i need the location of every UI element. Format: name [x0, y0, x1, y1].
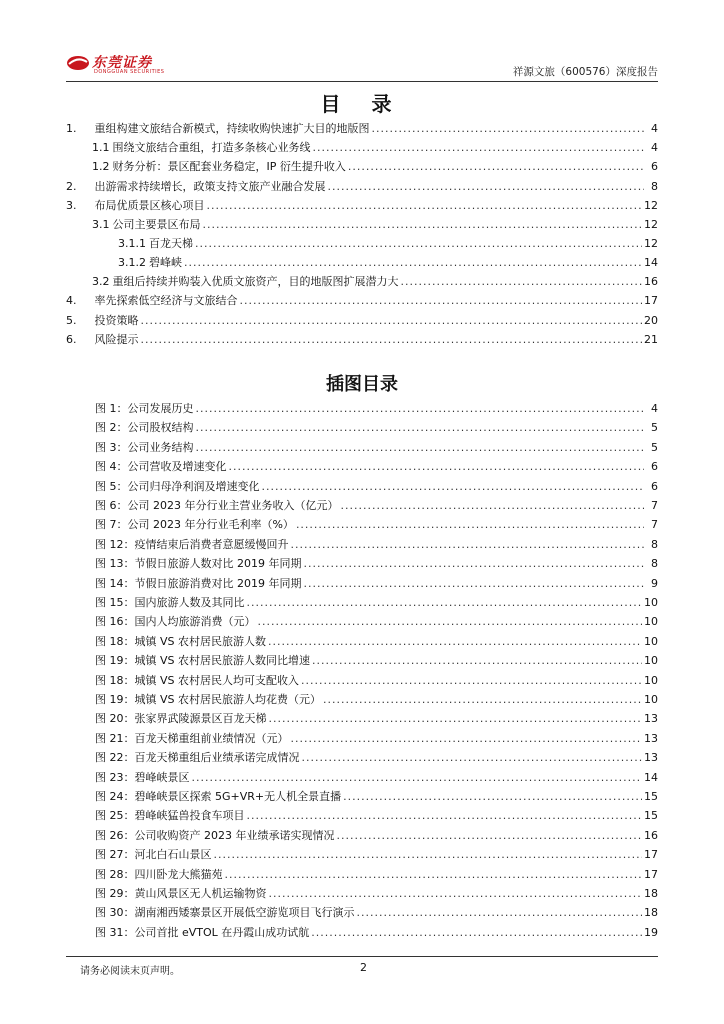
- figure-entry-page: 9: [651, 577, 658, 590]
- figure-leader-dots: [296, 518, 644, 532]
- toc-entry-number: 3.1: [92, 218, 110, 231]
- figure-entry-text: 图 30：湖南湘西矮寨景区开展低空游览项目飞行演示: [95, 906, 355, 919]
- figure-entry[interactable]: [66, 864, 658, 882]
- figure-entry-page: 6: [651, 480, 658, 493]
- figure-entry-page: 13: [644, 732, 658, 745]
- figure-entry-text: 图 1：公司发展历史: [95, 402, 194, 415]
- figure-entry-page: 4: [651, 402, 658, 415]
- figure-leader-dots: [262, 480, 645, 494]
- figure-leader-dots: [336, 829, 642, 843]
- toc-entry-page: 12: [644, 199, 658, 212]
- page-number: 2: [360, 961, 367, 974]
- figure-leader-dots: [269, 887, 643, 901]
- toc-entry-text: 布局优质景区核心项目: [94, 199, 205, 212]
- figure-entry-page: 10: [644, 635, 658, 648]
- toc-entry-text: 财务分析：景区配套业务稳定，IP 衍生提升收入: [112, 160, 346, 173]
- toc-entry-text: 公司主要景区布局: [112, 218, 201, 231]
- figure-entry[interactable]: [66, 767, 658, 785]
- toc-entry-number: 6.: [66, 333, 77, 346]
- figure-entry[interactable]: [66, 514, 658, 532]
- toc-leader-dots: [203, 218, 643, 232]
- page-header: [66, 48, 658, 82]
- figure-entry[interactable]: [66, 437, 658, 455]
- figure-entry-page: 5: [651, 421, 658, 434]
- figure-entry-text: 图 25：碧峰峡猛兽投食车项目: [95, 809, 245, 822]
- figure-entry[interactable]: [66, 708, 658, 726]
- toc-entry-text: 碧峰峡: [149, 256, 182, 269]
- toc-leader-dots: [141, 333, 643, 347]
- toc-entry-page: 12: [644, 218, 658, 231]
- figure-entry-page: 18: [644, 887, 658, 900]
- figure-leader-dots: [340, 499, 644, 513]
- figure-entry-page: 5: [651, 441, 658, 454]
- toc-entry-number: 3.1.1: [118, 237, 146, 250]
- figure-entry[interactable]: [66, 922, 658, 940]
- toc-entry[interactable]: [66, 310, 658, 328]
- figure-leader-dots: [291, 732, 643, 746]
- figure-leader-dots: [196, 402, 645, 416]
- figure-entry-page: 10: [644, 654, 658, 667]
- figure-entry[interactable]: [66, 728, 658, 746]
- toc-entry-number: 1.: [66, 122, 77, 135]
- company-logo: [66, 52, 206, 78]
- header-divider: [66, 81, 658, 82]
- figure-entry-page: 15: [644, 790, 658, 803]
- toc-entry-number: 4.: [66, 294, 77, 307]
- toc-leader-dots: [348, 160, 644, 174]
- toc-entry-number: 3.: [66, 199, 77, 212]
- figure-entry-page: 15: [644, 809, 658, 822]
- figure-entry-page: 7: [651, 518, 658, 531]
- figure-entry-page: 8: [651, 557, 658, 570]
- toc-leader-dots: [328, 180, 645, 194]
- figure-entry-page: 13: [644, 751, 658, 764]
- figure-leader-dots: [269, 712, 643, 726]
- figure-entry-text: 图 3：公司业务结构: [95, 441, 194, 454]
- toc-entry-page: 14: [644, 256, 658, 269]
- toc-entry-page: 16: [644, 275, 658, 288]
- figure-entry-text: 图 4：公司营收及增速变化: [95, 460, 227, 473]
- figure-entry[interactable]: [66, 825, 658, 843]
- figure-entry[interactable]: [66, 902, 658, 920]
- figure-entry-text: 图 28：四川卧龙大熊猫苑: [95, 868, 223, 881]
- figure-entry[interactable]: [66, 883, 658, 901]
- figure-leader-dots: [192, 771, 643, 785]
- figure-entry[interactable]: [66, 573, 658, 591]
- toc-entry-page: 6: [651, 160, 658, 173]
- figure-entry-text: 图 12：疫情结束后消费者意愿缓慢回升: [95, 538, 289, 551]
- figure-entry-page: 10: [644, 693, 658, 706]
- figures-title: 插图目录: [326, 374, 398, 395]
- figure-leader-dots: [247, 809, 643, 823]
- logo-mark-icon: [66, 54, 90, 72]
- figure-entry[interactable]: [66, 786, 658, 804]
- figure-entry-text: 图 18：城镇 VS 农村居民旅游人数: [95, 635, 266, 648]
- figure-entry-text: 图 19：城镇 VS 农村居民旅游人均花费（元）: [95, 693, 321, 706]
- figure-entry-text: 图 31：公司首批 eVTOL 在丹霞山成功试航: [95, 926, 310, 939]
- figure-entry-text: 图 19：城镇 VS 农村居民旅游人数同比增速: [95, 654, 310, 667]
- figure-leader-dots: [323, 693, 642, 707]
- toc-entry-page: 4: [651, 122, 658, 135]
- figure-leader-dots: [229, 460, 645, 474]
- figure-entry[interactable]: [66, 631, 658, 649]
- figure-entry-page: 10: [644, 674, 658, 687]
- figure-entry-page: 19: [644, 926, 658, 939]
- toc-entry[interactable]: [66, 329, 658, 347]
- toc-leader-dots: [240, 294, 643, 308]
- toc-entry-page: 21: [644, 333, 658, 346]
- toc-entry[interactable]: [66, 195, 658, 213]
- toc-entry[interactable]: [66, 271, 658, 289]
- toc-entry-page: 4: [651, 141, 658, 154]
- figure-entry[interactable]: [66, 553, 658, 571]
- figure-entry[interactable]: [66, 398, 658, 416]
- figure-leader-dots: [247, 596, 643, 610]
- toc-entry-text: 率先探索低空经济与文旅结合: [94, 294, 238, 307]
- toc-entry-text: 围绕文旅结合重组，打造多条核心业务线: [112, 141, 311, 154]
- toc-entry-number: 1.1: [92, 141, 110, 154]
- figure-entry-text: 图 29：黄山风景区无人机运输物资: [95, 887, 267, 900]
- toc-entry[interactable]: [66, 118, 658, 136]
- figure-entry-text: 图 16：国内人均旅游消费（元）: [95, 615, 256, 628]
- figure-leader-dots: [303, 557, 644, 571]
- figure-entry[interactable]: [66, 689, 658, 707]
- figure-entry-text: 图 7：公司 2023 年分行业毛利率（%）: [95, 518, 294, 531]
- figure-leader-dots: [311, 926, 642, 940]
- figure-entry[interactable]: [66, 844, 658, 862]
- toc-leader-dots: [372, 122, 645, 136]
- figure-leader-dots: [196, 421, 645, 435]
- figure-entry[interactable]: [66, 534, 658, 552]
- figure-entry-text: 图 5：公司归母净利润及增速变化: [95, 480, 260, 493]
- figure-entry[interactable]: [66, 476, 658, 494]
- figure-leader-dots: [258, 615, 643, 629]
- figure-entry-text: 图 20：张家界武陵源景区百龙天梯: [95, 712, 267, 725]
- toc-entry-number: 1.2: [92, 160, 110, 173]
- toc-entry-text: 出游需求持续增长，政策支持文旅产业融合发展: [94, 180, 326, 193]
- figure-entry[interactable]: [66, 747, 658, 765]
- figure-entry-text: 图 23：碧峰峡景区: [95, 771, 190, 784]
- report-label: 祥源文旅（600576）深度报告: [512, 66, 658, 78]
- figure-entry-text: 图 6：公司 2023 年分行业主营业务收入（亿元）: [95, 499, 339, 512]
- toc-leader-dots: [207, 199, 643, 213]
- figure-entry-page: 13: [644, 712, 658, 725]
- toc-leader-dots: [184, 256, 642, 270]
- figure-leader-dots: [343, 790, 642, 804]
- toc-leader-dots: [195, 237, 642, 251]
- toc-entry-number: 5.: [66, 314, 77, 327]
- toc-title: 目 录: [320, 92, 404, 116]
- figure-leader-dots: [301, 674, 642, 688]
- toc-entry[interactable]: [66, 156, 658, 174]
- toc-entry-number: 3.2: [92, 275, 110, 288]
- toc-entry-text: 百龙天梯: [149, 237, 193, 250]
- figure-entry-text: 图 18：城镇 VS 农村居民人均可支配收入: [95, 674, 299, 687]
- toc-entry-text: 重组构建文旅结合新模式，持续收购快速扩大目的地版图: [94, 122, 370, 135]
- figure-entry[interactable]: [66, 417, 658, 435]
- figure-entry-page: 10: [644, 596, 658, 609]
- toc-entry-page: 17: [644, 294, 658, 307]
- toc-leader-dots: [313, 141, 645, 155]
- toc-entry-number: 2.: [66, 180, 77, 193]
- figure-leader-dots: [268, 635, 642, 649]
- toc-entry-page: 12: [644, 237, 658, 250]
- figure-entry-page: 6: [651, 460, 658, 473]
- toc-entry[interactable]: [66, 233, 658, 251]
- figure-entry[interactable]: [66, 456, 658, 474]
- toc-entry[interactable]: [66, 176, 658, 194]
- figure-entry-page: 8: [651, 538, 658, 551]
- figure-entry-text: 图 13：节假日旅游人数对比 2019 年同期: [95, 557, 302, 570]
- figure-entry-page: 17: [644, 848, 658, 861]
- toc-entry-text: 投资策略: [94, 314, 139, 327]
- toc-entry[interactable]: [66, 252, 658, 270]
- toc-leader-dots: [141, 314, 643, 328]
- figure-entry[interactable]: [66, 650, 658, 668]
- figure-leader-dots: [214, 848, 643, 862]
- figure-leader-dots: [291, 538, 645, 552]
- figure-entry-text: 图 14：节假日旅游消费对比 2019 年同期: [95, 577, 302, 590]
- figure-entry[interactable]: [66, 592, 658, 610]
- figure-entry-page: 10: [644, 615, 658, 628]
- figure-entry-text: 图 22：百龙天梯重组后业绩承诺完成情况: [95, 751, 300, 764]
- figure-entry[interactable]: [66, 495, 658, 513]
- footer-note: 请务必阅读末页声明。: [80, 966, 180, 977]
- figure-entry-page: 17: [644, 868, 658, 881]
- figure-leader-dots: [302, 751, 643, 765]
- toc-entry-text: 重组后持续并购装入优质文旅资产，目的地版图扩展潜力大: [112, 275, 399, 288]
- logo-text: 东莞证券: [92, 55, 152, 71]
- figure-entry-page: 7: [651, 499, 658, 512]
- figure-leader-dots: [196, 441, 645, 455]
- figure-entry-text: 图 24：碧峰峡景区探索 5G+VR+无人机全景直播: [95, 790, 342, 803]
- figure-entry-text: 图 15：国内旅游人数及其同比: [95, 596, 245, 609]
- figure-entry-page: 14: [644, 771, 658, 784]
- figure-leader-dots: [303, 577, 644, 591]
- figure-entry-text: 图 26：公司收购资产 2023 年业绩承诺实现情况: [95, 829, 335, 842]
- figure-entry-text: 图 2：公司股权结构: [95, 421, 194, 434]
- figure-leader-dots: [225, 868, 643, 882]
- figure-leader-dots: [312, 654, 642, 668]
- figure-entry[interactable]: [66, 611, 658, 629]
- figure-entry[interactable]: [66, 805, 658, 823]
- figure-entry-text: 图 21：百龙天梯重组前业绩情况（元）: [95, 732, 289, 745]
- toc-entry-page: 8: [651, 180, 658, 193]
- figure-entry[interactable]: [66, 670, 658, 688]
- toc-entry-text: 风险提示: [94, 333, 139, 346]
- figure-entry-page: 18: [644, 906, 658, 919]
- footer-divider: [66, 956, 658, 957]
- toc-entry-page: 20: [644, 314, 658, 327]
- toc-entry-number: 3.1.2: [118, 256, 146, 269]
- figure-entry-text: 图 27：河北白石山景区: [95, 848, 212, 861]
- toc-entry[interactable]: [66, 137, 658, 155]
- toc-entry[interactable]: [66, 214, 658, 232]
- figure-leader-dots: [357, 906, 643, 920]
- toc-leader-dots: [401, 275, 643, 289]
- figure-entry-page: 16: [644, 829, 658, 842]
- logo-subtext: DONGGUAN SECURITIES: [94, 69, 165, 75]
- toc-entry[interactable]: [66, 290, 658, 308]
